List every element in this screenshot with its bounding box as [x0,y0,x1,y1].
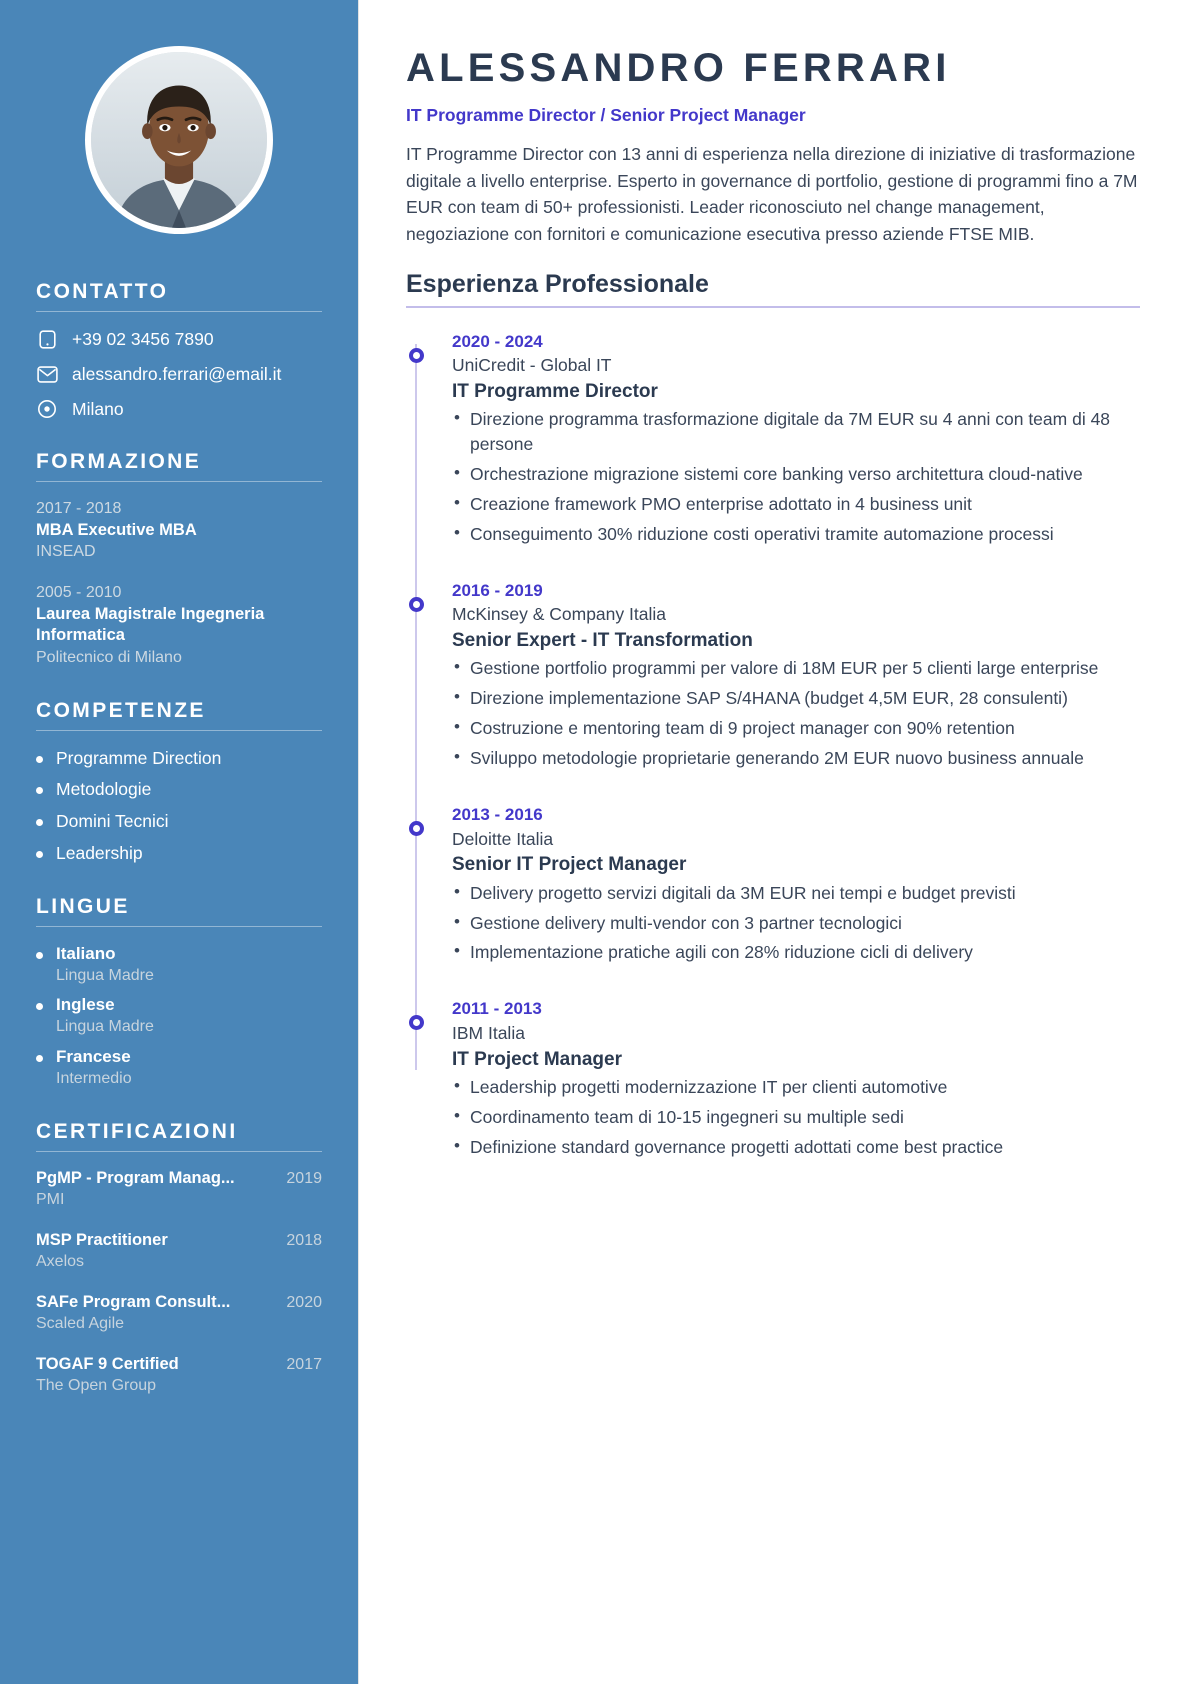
experience-bullet: • Coordinamento team di 10-15 ingegneri su multiple sedi [452,1105,1140,1130]
certification-year: 2017 [286,1355,322,1373]
experience-bullet: • Gestione portfolio programmi per valore di 18M EUR per 5 clienti large enterprise [452,656,1140,681]
education-item [36,498,322,563]
education-school: Politecnico di Milano [36,649,182,667]
phone-value: +39 02 3456 7890 [72,328,214,349]
phone-icon [36,328,58,350]
timeline-marker-icon [409,821,424,836]
experience-years: 2020 - 2024 [452,331,543,351]
experience-bullet: • Orchestrazione migrazione sistemi core banking verso architettura cloud-native [452,462,1140,487]
experience-bullet: • Creazione framework PMO enterprise adottato in 4 business unit [452,492,1140,517]
certification-year: 2020 [286,1293,322,1311]
profile-summary: IT Programme Director con 13 anni di esperienza nella direzione di iniziative di trasformazione digitale a livello enterprise. Esperto in governance di portfolio, gestione di programmi fino a 7M EUR con team di 50+ professionisti. Leader riconosciuto nel change management, negoziazione con fornitori e comunicazione esecutiva presso aziende FTSE MIB. [406,144,1138,244]
experience-item [452,803,1140,965]
skill-item [36,810,322,833]
section-languages [36,895,322,1090]
experience-item [452,330,1140,547]
page-title: ALESSANDRO FERRARI [406,46,951,90]
section-contact [36,280,322,420]
job-role-subtitle: IT Programme Director / Senior Project Manager [406,105,806,126]
section-education [36,450,322,669]
experience-title: IT Project Manager [452,1048,622,1070]
certification-name: PgMP - Program Manag... [36,1168,235,1187]
experience-company: IBM Italia [452,1023,525,1044]
experience-bullet: • Definizione standard governance progetti adottati come best practice [452,1135,1140,1160]
profile-photo [91,52,267,228]
language-item [36,943,322,987]
experience-years: 2013 - 2016 [452,804,543,824]
experience-years: 2011 - 2013 [452,999,542,1019]
skill-label: Programme Direction [56,747,222,768]
experience-bullet: • Leadership progetti modernizzazione IT per clienti automotive [452,1075,1140,1100]
skill-label: Leadership [56,842,143,863]
section-skills [36,699,322,865]
contact-item-phone[interactable] [36,328,322,350]
section-heading-languages: LINGUE [36,894,130,918]
email-value: alessandro.ferrari@email.it [72,363,282,384]
experience-company: McKinsey & Company Italia [452,604,666,625]
skill-item [36,747,322,770]
experience-bullet: • Costruzione e mentoring team di 9 project manager con 90% retention [452,716,1140,741]
certification-org: Axelos [36,1253,85,1271]
certification-name: MSP Practitioner [36,1230,168,1249]
experience-title: IT Programme Director [452,380,658,402]
certification-org: The Open Group [36,1377,157,1395]
experience-bullets [452,881,1140,966]
bullet-icon [36,1055,43,1062]
skill-item [36,778,322,801]
certification-name: TOGAF 9 Certified [36,1354,179,1373]
experience-timeline [406,330,1140,1160]
certification-item [36,1292,322,1335]
email-icon [36,363,58,385]
experience-title: Senior Expert - IT Transformation [452,629,753,651]
certification-item [36,1168,322,1211]
certification-year: 2019 [286,1169,322,1187]
skill-item [36,842,322,865]
section-heading-education: FORMAZIONE [36,450,202,473]
experience-section-title: Esperienza Professionale [406,269,709,298]
education-degree: MBA Executive MBA [36,520,197,539]
language-item [36,994,322,1038]
section-certifications [36,1120,322,1397]
bullet-icon [36,787,43,794]
contact-item-location[interactable] [36,398,322,420]
bullet-icon [36,756,43,763]
divider [36,481,322,482]
divider [36,926,322,927]
certification-year: 2018 [286,1231,322,1249]
contact-item-email[interactable] [36,363,322,385]
bullet-icon [36,952,43,959]
skill-label: Metodologie [56,779,152,800]
section-underline [406,306,1140,308]
certification-item [36,1230,322,1273]
education-item [36,582,322,669]
experience-title: Senior IT Project Manager [452,854,687,876]
language-name: Italiano [56,943,116,963]
experience-bullet: • Direzione programma trasformazione digitale da 7M EUR su 4 anni con team di 48 persone [452,407,1140,457]
language-level: Lingua Madre [56,1018,154,1036]
timeline-marker-icon [409,597,424,612]
location-icon [36,398,58,420]
language-name: Francese [56,1047,131,1067]
certification-name: SAFe Program Consult... [36,1292,231,1311]
experience-bullet: • Sviluppo metodologie proprietarie generando 2M EUR nuovo business annuale [452,746,1140,771]
experience-bullet: • Direzione implementazione SAP S/4HANA (budget 4,5M EUR, 28 consulenti) [452,686,1140,711]
education-years: 2017 - 2018 [36,500,122,517]
timeline-marker-icon [409,1015,424,1030]
section-heading-certifications: CERTIFICAZIONI [36,1119,238,1143]
divider [36,1151,322,1152]
language-level: Intermedio [56,1070,132,1088]
skill-label: Domini Tecnici [56,811,169,832]
bullet-icon [36,819,43,826]
section-heading-skills: COMPETENZE [36,698,206,722]
education-degree: Laurea Magistrale Ingegneria Informatica [36,604,265,645]
education-school: INSEAD [36,543,96,561]
section-heading-contact: CONTATTO [36,280,169,303]
experience-bullets [452,407,1140,546]
avatar [85,46,273,234]
experience-item [452,579,1140,771]
experience-company: UniCredit - Global IT [452,355,612,376]
experience-years: 2016 - 2019 [452,580,543,600]
certification-item [36,1354,322,1397]
language-name: Inglese [56,995,115,1015]
certification-org: Scaled Agile [36,1315,125,1333]
sidebar [0,0,358,1684]
language-level: Lingua Madre [56,966,154,984]
experience-bullet: • Implementazione pratiche agili con 28% riduzione cicli di delivery [452,940,1140,965]
divider [36,311,322,312]
experience-bullets [452,656,1140,770]
experience-bullet: • Delivery progetto servizi digitali da 3M EUR nei tempi e budget previsti [452,881,1140,906]
language-item [36,1046,322,1090]
timeline-marker-icon [409,348,424,363]
bullet-icon [36,851,43,858]
education-years: 2005 - 2010 [36,583,122,601]
location-value: Milano [72,398,124,419]
experience-bullet: • Conseguimento 30% riduzione costi operativi tramite automazione processi [452,522,1140,547]
divider [36,730,322,731]
bullet-icon [36,1003,43,1010]
experience-bullet: • Gestione delivery multi-vendor con 3 partner tecnologici [452,911,1140,936]
experience-bullets [452,1075,1140,1160]
experience-item [452,997,1140,1159]
main-content [358,0,1190,1684]
certification-org: PMI [36,1191,65,1209]
experience-company: Deloitte Italia [452,828,554,849]
